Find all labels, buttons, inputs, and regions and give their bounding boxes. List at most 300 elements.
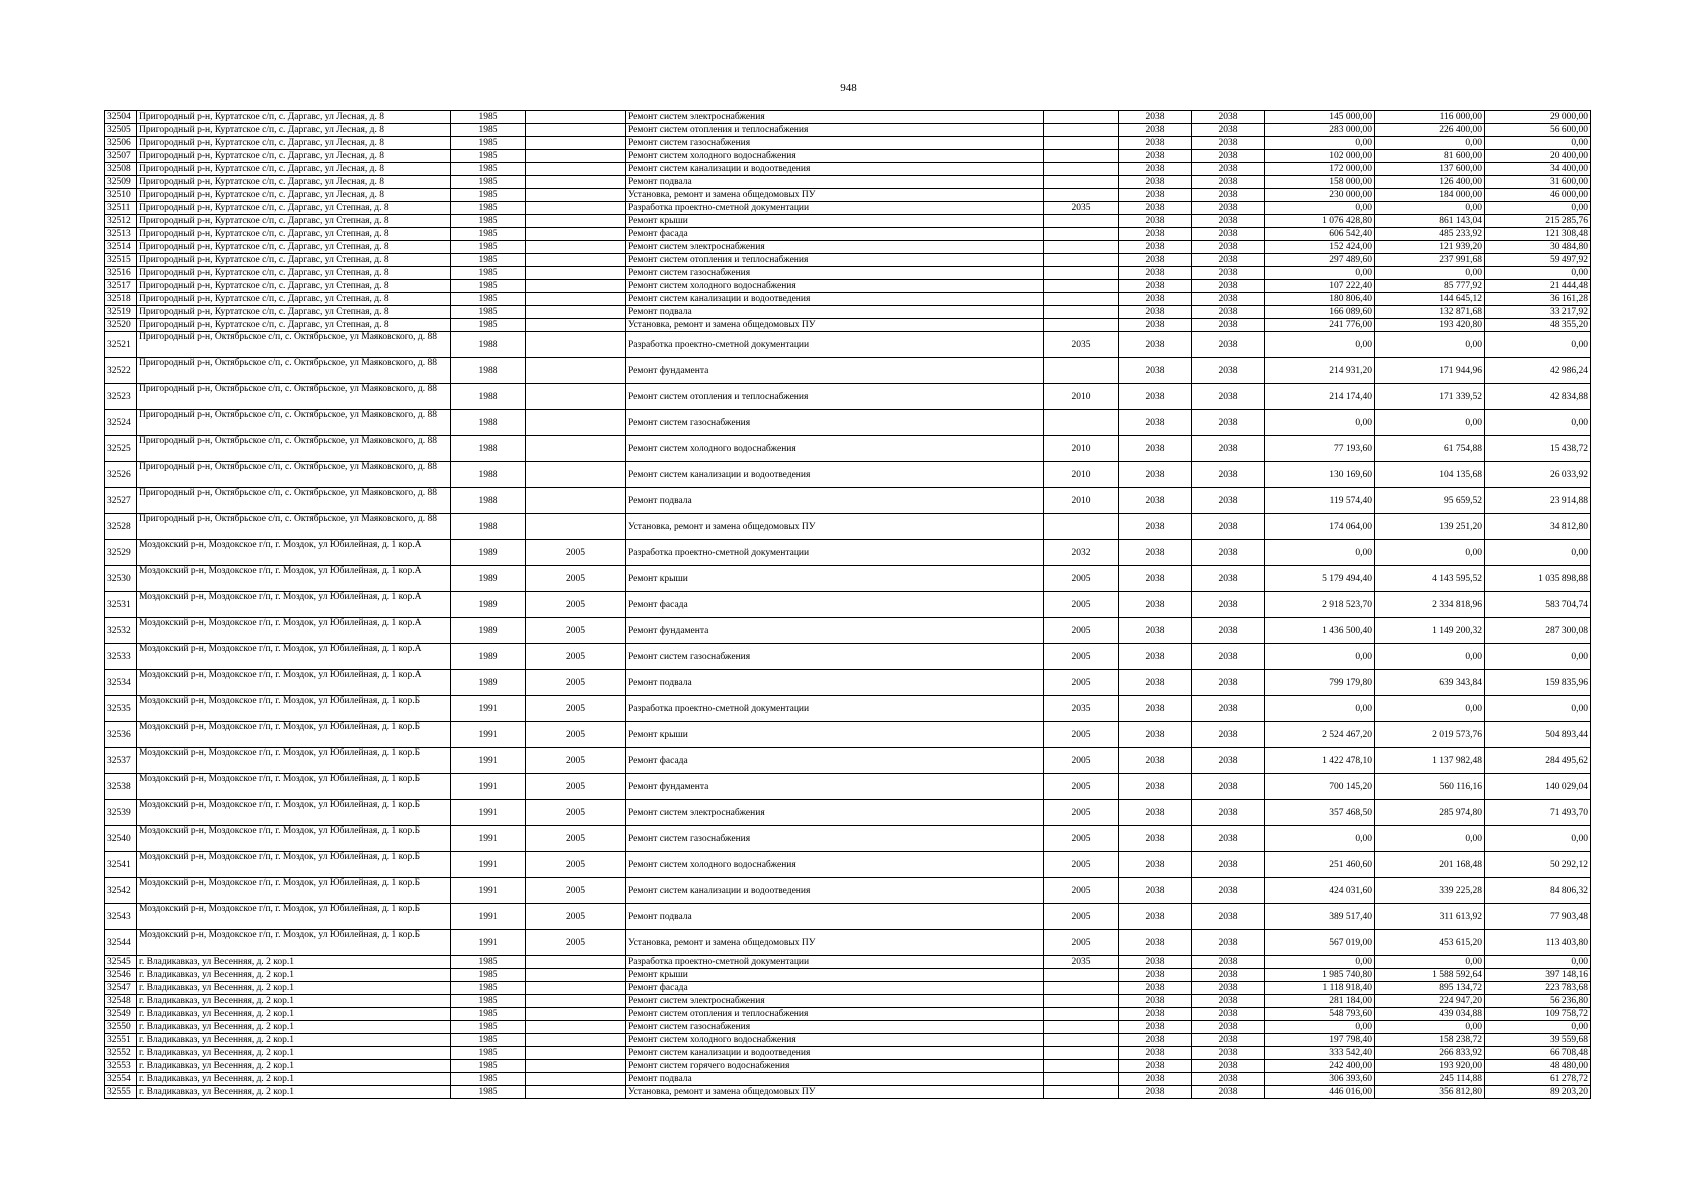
work-type-cell: Ремонт крыши: [626, 215, 1044, 228]
start-year-cell: 2038: [1119, 241, 1192, 254]
commission-year-cell: 1985: [451, 202, 526, 215]
start-year-cell: 2038: [1119, 748, 1192, 774]
end-year-cell: 2038: [1192, 436, 1265, 462]
last-repair-year-cell: [526, 358, 626, 384]
row-number: 32505: [105, 124, 137, 137]
row-number: 32532: [105, 618, 137, 644]
address-cell: г. Владикавказ, ул Весенняя, д. 2 кор.1: [137, 995, 451, 1008]
fund-cost-cell: 158 238,72: [1375, 1034, 1485, 1047]
address-cell: Пригородный р-н, Куртатское с/п, с. Даргавс, ул Степная, д. 8: [137, 202, 451, 215]
total-cost-cell: 102 000,00: [1265, 150, 1375, 163]
design-year-cell: [1044, 1073, 1119, 1086]
address-cell: Моздокский р-н, Моздокское г/п, г. Моздок, ул Юбилейная, д. 1 кор.А: [137, 670, 451, 696]
last-repair-year-cell: [526, 1008, 626, 1021]
row-number: 32522: [105, 358, 137, 384]
start-year-cell: 2038: [1119, 293, 1192, 306]
total-cost-cell: 1 985 740,80: [1265, 969, 1375, 982]
work-type-cell: Ремонт систем электроснабжения: [626, 995, 1044, 1008]
start-year-cell: 2038: [1119, 163, 1192, 176]
owners-cost-cell: 56 600,00: [1485, 124, 1591, 137]
work-type-cell: Ремонт систем электроснабжения: [626, 800, 1044, 826]
last-repair-year-cell: 2005: [526, 800, 626, 826]
row-number: 32524: [105, 410, 137, 436]
design-year-cell: 2005: [1044, 618, 1119, 644]
fund-cost-cell: 0,00: [1375, 202, 1485, 215]
work-type-cell: Ремонт систем газоснабжения: [626, 1021, 1044, 1034]
commission-year-cell: 1985: [451, 293, 526, 306]
owners-cost-cell: 397 148,16: [1485, 969, 1591, 982]
total-cost-cell: 230 000,00: [1265, 189, 1375, 202]
start-year-cell: 2038: [1119, 1060, 1192, 1073]
row-number: 32538: [105, 774, 137, 800]
work-type-cell: Ремонт систем отопления и теплоснабжения: [626, 124, 1044, 137]
start-year-cell: 2038: [1119, 319, 1192, 332]
owners-cost-cell: 0,00: [1485, 202, 1591, 215]
work-type-cell: Ремонт фундамента: [626, 358, 1044, 384]
last-repair-year-cell: [526, 1034, 626, 1047]
row-number: 32535: [105, 696, 137, 722]
design-year-cell: [1044, 150, 1119, 163]
address-cell: Моздокский р-н, Моздокское г/п, г. Моздок, ул Юбилейная, д. 1 кор.Б: [137, 878, 451, 904]
commission-year-cell: 1985: [451, 1021, 526, 1034]
start-year-cell: 2038: [1119, 280, 1192, 293]
start-year-cell: 2038: [1119, 566, 1192, 592]
owners-cost-cell: 15 438,72: [1485, 436, 1591, 462]
work-type-cell: Установка, ремонт и замена общедомовых ПУ: [626, 319, 1044, 332]
fund-cost-cell: 4 143 595,52: [1375, 566, 1485, 592]
end-year-cell: 2038: [1192, 1034, 1265, 1047]
total-cost-cell: 2 524 467,20: [1265, 722, 1375, 748]
last-repair-year-cell: [526, 436, 626, 462]
total-cost-cell: 214 174,40: [1265, 384, 1375, 410]
owners-cost-cell: 121 308,48: [1485, 228, 1591, 241]
row-number: 32508: [105, 163, 137, 176]
last-repair-year-cell: [526, 111, 626, 124]
end-year-cell: 2038: [1192, 618, 1265, 644]
total-cost-cell: 799 179,80: [1265, 670, 1375, 696]
commission-year-cell: 1985: [451, 1034, 526, 1047]
address-cell: Пригородный р-н, Октябрьское с/п, с. Октябрьское, ул Маяковского, д. 88: [137, 332, 451, 358]
end-year-cell: 2038: [1192, 722, 1265, 748]
end-year-cell: 2038: [1192, 384, 1265, 410]
total-cost-cell: 5 179 494,40: [1265, 566, 1375, 592]
work-type-cell: Установка, ремонт и замена общедомовых ПУ: [626, 930, 1044, 956]
start-year-cell: 2038: [1119, 514, 1192, 540]
work-type-cell: Ремонт крыши: [626, 722, 1044, 748]
work-type-cell: Разработка проектно-сметной документации: [626, 332, 1044, 358]
design-year-cell: 2010: [1044, 462, 1119, 488]
work-type-cell: Ремонт систем холодного водоснабжения: [626, 436, 1044, 462]
commission-year-cell: 1985: [451, 319, 526, 332]
work-type-cell: Ремонт фундамента: [626, 618, 1044, 644]
start-year-cell: 2038: [1119, 592, 1192, 618]
end-year-cell: 2038: [1192, 241, 1265, 254]
commission-year-cell: 1985: [451, 124, 526, 137]
start-year-cell: 2038: [1119, 215, 1192, 228]
address-cell: Пригородный р-н, Куртатское с/п, с. Даргавс, ул Степная, д. 8: [137, 280, 451, 293]
fund-cost-cell: 121 939,20: [1375, 241, 1485, 254]
row-number: 32553: [105, 1060, 137, 1073]
last-repair-year-cell: [526, 410, 626, 436]
owners-cost-cell: 46 000,00: [1485, 189, 1591, 202]
start-year-cell: 2038: [1119, 774, 1192, 800]
commission-year-cell: 1991: [451, 696, 526, 722]
last-repair-year-cell: [526, 176, 626, 189]
total-cost-cell: 333 542,40: [1265, 1047, 1375, 1060]
owners-cost-cell: 56 236,80: [1485, 995, 1591, 1008]
commission-year-cell: 1988: [451, 514, 526, 540]
total-cost-cell: 1 436 500,40: [1265, 618, 1375, 644]
commission-year-cell: 1991: [451, 852, 526, 878]
owners-cost-cell: 215 285,76: [1485, 215, 1591, 228]
table-row: [105, 436, 1591, 462]
total-cost-cell: 1 118 918,40: [1265, 982, 1375, 995]
row-number: 32517: [105, 280, 137, 293]
commission-year-cell: 1988: [451, 462, 526, 488]
address-cell: Моздокский р-н, Моздокское г/п, г. Моздок, ул Юбилейная, д. 1 кор.Б: [137, 826, 451, 852]
commission-year-cell: 1985: [451, 1086, 526, 1099]
table-row: [105, 592, 1591, 618]
owners-cost-cell: 504 893,44: [1485, 722, 1591, 748]
design-year-cell: [1044, 319, 1119, 332]
commission-year-cell: 1989: [451, 644, 526, 670]
last-repair-year-cell: 2005: [526, 826, 626, 852]
start-year-cell: 2038: [1119, 488, 1192, 514]
work-type-cell: Ремонт подвала: [626, 488, 1044, 514]
total-cost-cell: 0,00: [1265, 1021, 1375, 1034]
table-row: [105, 930, 1591, 956]
last-repair-year-cell: 2005: [526, 644, 626, 670]
row-number: 32528: [105, 514, 137, 540]
design-year-cell: [1044, 358, 1119, 384]
table-row: [105, 618, 1591, 644]
address-cell: Пригородный р-н, Куртатское с/п, с. Даргавс, ул Степная, д. 8: [137, 306, 451, 319]
start-year-cell: 2038: [1119, 722, 1192, 748]
total-cost-cell: 0,00: [1265, 696, 1375, 722]
last-repair-year-cell: [526, 202, 626, 215]
end-year-cell: 2038: [1192, 124, 1265, 137]
owners-cost-cell: 0,00: [1485, 410, 1591, 436]
row-number: 32519: [105, 306, 137, 319]
end-year-cell: 2038: [1192, 1047, 1265, 1060]
owners-cost-cell: 89 203,20: [1485, 1086, 1591, 1099]
fund-cost-cell: 193 420,80: [1375, 319, 1485, 332]
address-cell: Моздокский р-н, Моздокское г/п, г. Моздок, ул Юбилейная, д. 1 кор.А: [137, 644, 451, 670]
start-year-cell: 2038: [1119, 644, 1192, 670]
work-type-cell: Установка, ремонт и замена общедомовых ПУ: [626, 514, 1044, 540]
row-number: 32544: [105, 930, 137, 956]
last-repair-year-cell: [526, 319, 626, 332]
design-year-cell: [1044, 176, 1119, 189]
total-cost-cell: 567 019,00: [1265, 930, 1375, 956]
commission-year-cell: 1989: [451, 540, 526, 566]
fund-cost-cell: 895 134,72: [1375, 982, 1485, 995]
commission-year-cell: 1991: [451, 930, 526, 956]
address-cell: Пригородный р-н, Октябрьское с/п, с. Октябрьское, ул Маяковского, д. 88: [137, 462, 451, 488]
total-cost-cell: 700 145,20: [1265, 774, 1375, 800]
table-row: [105, 1047, 1591, 1060]
end-year-cell: 2038: [1192, 592, 1265, 618]
total-cost-cell: 77 193,60: [1265, 436, 1375, 462]
commission-year-cell: 1988: [451, 488, 526, 514]
table-body: [105, 111, 1591, 1099]
fund-cost-cell: 861 143,04: [1375, 215, 1485, 228]
owners-cost-cell: 0,00: [1485, 137, 1591, 150]
owners-cost-cell: 0,00: [1485, 332, 1591, 358]
total-cost-cell: 0,00: [1265, 267, 1375, 280]
design-year-cell: [1044, 137, 1119, 150]
total-cost-cell: 158 000,00: [1265, 176, 1375, 189]
table-row: [105, 826, 1591, 852]
end-year-cell: 2038: [1192, 254, 1265, 267]
row-number: 32511: [105, 202, 137, 215]
work-type-cell: Ремонт систем газоснабжения: [626, 267, 1044, 280]
start-year-cell: 2038: [1119, 904, 1192, 930]
commission-year-cell: 1985: [451, 137, 526, 150]
table-row: [105, 488, 1591, 514]
commission-year-cell: 1985: [451, 995, 526, 1008]
design-year-cell: 2005: [1044, 904, 1119, 930]
start-year-cell: 2038: [1119, 111, 1192, 124]
work-type-cell: Ремонт подвала: [626, 1073, 1044, 1086]
address-cell: г. Владикавказ, ул Весенняя, д. 2 кор.1: [137, 1047, 451, 1060]
design-year-cell: [1044, 241, 1119, 254]
address-cell: Моздокский р-н, Моздокское г/п, г. Моздок, ул Юбилейная, д. 1 кор.Б: [137, 800, 451, 826]
capital-repair-table: [104, 110, 1591, 1099]
end-year-cell: 2038: [1192, 904, 1265, 930]
address-cell: г. Владикавказ, ул Весенняя, д. 2 кор.1: [137, 956, 451, 969]
total-cost-cell: 283 000,00: [1265, 124, 1375, 137]
start-year-cell: 2038: [1119, 1021, 1192, 1034]
design-year-cell: [1044, 995, 1119, 1008]
start-year-cell: 2038: [1119, 956, 1192, 969]
commission-year-cell: 1989: [451, 670, 526, 696]
commission-year-cell: 1985: [451, 1060, 526, 1073]
table-row: [105, 514, 1591, 540]
row-number: 32523: [105, 384, 137, 410]
start-year-cell: 2038: [1119, 1034, 1192, 1047]
row-number: 32552: [105, 1047, 137, 1060]
total-cost-cell: 0,00: [1265, 540, 1375, 566]
start-year-cell: 2038: [1119, 202, 1192, 215]
start-year-cell: 2038: [1119, 124, 1192, 137]
last-repair-year-cell: 2005: [526, 618, 626, 644]
end-year-cell: 2038: [1192, 215, 1265, 228]
start-year-cell: 2038: [1119, 696, 1192, 722]
table-row: [105, 878, 1591, 904]
fund-cost-cell: 339 225,28: [1375, 878, 1485, 904]
design-year-cell: 2005: [1044, 800, 1119, 826]
work-type-cell: Ремонт систем канализации и водоотведения: [626, 293, 1044, 306]
row-number: 32509: [105, 176, 137, 189]
table-row: [105, 800, 1591, 826]
start-year-cell: 2038: [1119, 332, 1192, 358]
fund-cost-cell: 193 920,00: [1375, 1060, 1485, 1073]
work-type-cell: Ремонт крыши: [626, 566, 1044, 592]
end-year-cell: 2038: [1192, 319, 1265, 332]
table-row: [105, 540, 1591, 566]
start-year-cell: 2038: [1119, 410, 1192, 436]
design-year-cell: 2005: [1044, 566, 1119, 592]
address-cell: Пригородный р-н, Куртатское с/п, с. Даргавс, ул Степная, д. 8: [137, 241, 451, 254]
start-year-cell: 2038: [1119, 618, 1192, 644]
commission-year-cell: 1988: [451, 410, 526, 436]
address-cell: г. Владикавказ, ул Весенняя, д. 2 кор.1: [137, 1073, 451, 1086]
start-year-cell: 2038: [1119, 930, 1192, 956]
work-type-cell: Ремонт систем холодного водоснабжения: [626, 1034, 1044, 1047]
design-year-cell: [1044, 1008, 1119, 1021]
fund-cost-cell: 311 613,92: [1375, 904, 1485, 930]
total-cost-cell: 0,00: [1265, 826, 1375, 852]
last-repair-year-cell: [526, 189, 626, 202]
last-repair-year-cell: 2005: [526, 722, 626, 748]
row-number: 32526: [105, 462, 137, 488]
table-row: [105, 410, 1591, 436]
table-row: [105, 1086, 1591, 1099]
table-row: [105, 852, 1591, 878]
work-type-cell: Ремонт систем канализации и водоотведения: [626, 462, 1044, 488]
row-number: 32537: [105, 748, 137, 774]
start-year-cell: 2038: [1119, 176, 1192, 189]
total-cost-cell: 357 468,50: [1265, 800, 1375, 826]
table-row: [105, 150, 1591, 163]
end-year-cell: 2038: [1192, 644, 1265, 670]
fund-cost-cell: 137 600,00: [1375, 163, 1485, 176]
end-year-cell: 2038: [1192, 150, 1265, 163]
table-row: [105, 176, 1591, 189]
total-cost-cell: 145 000,00: [1265, 111, 1375, 124]
row-number: 32554: [105, 1073, 137, 1086]
work-type-cell: Ремонт систем горячего водоснабжения: [626, 1060, 1044, 1073]
commission-year-cell: 1991: [451, 904, 526, 930]
end-year-cell: 2038: [1192, 228, 1265, 241]
last-repair-year-cell: 2005: [526, 748, 626, 774]
row-number: 32520: [105, 319, 137, 332]
row-number: 32533: [105, 644, 137, 670]
row-number: 32534: [105, 670, 137, 696]
design-year-cell: 2005: [1044, 722, 1119, 748]
end-year-cell: 2038: [1192, 514, 1265, 540]
total-cost-cell: 2 918 523,70: [1265, 592, 1375, 618]
table-row: [105, 748, 1591, 774]
fund-cost-cell: 1 149 200,32: [1375, 618, 1485, 644]
commission-year-cell: 1985: [451, 163, 526, 176]
work-type-cell: Ремонт подвала: [626, 306, 1044, 319]
commission-year-cell: 1985: [451, 1008, 526, 1021]
end-year-cell: 2038: [1192, 111, 1265, 124]
start-year-cell: 2038: [1119, 384, 1192, 410]
fund-cost-cell: 95 659,52: [1375, 488, 1485, 514]
end-year-cell: 2038: [1192, 826, 1265, 852]
design-year-cell: 2005: [1044, 670, 1119, 696]
total-cost-cell: 0,00: [1265, 410, 1375, 436]
table-row: [105, 722, 1591, 748]
address-cell: Пригородный р-н, Куртатское с/п, с. Даргавс, ул Лесная, д. 8: [137, 163, 451, 176]
start-year-cell: 2038: [1119, 982, 1192, 995]
work-type-cell: Разработка проектно-сметной документации: [626, 956, 1044, 969]
last-repair-year-cell: [526, 280, 626, 293]
design-year-cell: [1044, 215, 1119, 228]
design-year-cell: [1044, 306, 1119, 319]
address-cell: Пригородный р-н, Куртатское с/п, с. Даргавс, ул Степная, д. 8: [137, 319, 451, 332]
design-year-cell: 2035: [1044, 332, 1119, 358]
address-cell: Пригородный р-н, Куртатское с/п, с. Даргавс, ул Степная, д. 8: [137, 254, 451, 267]
work-type-cell: Ремонт систем газоснабжения: [626, 644, 1044, 670]
total-cost-cell: 214 931,20: [1265, 358, 1375, 384]
fund-cost-cell: 0,00: [1375, 540, 1485, 566]
owners-cost-cell: 140 029,04: [1485, 774, 1591, 800]
table-row: [105, 774, 1591, 800]
row-number: 32551: [105, 1034, 137, 1047]
work-type-cell: Ремонт систем электроснабжения: [626, 241, 1044, 254]
owners-cost-cell: 159 835,96: [1485, 670, 1591, 696]
start-year-cell: 2038: [1119, 995, 1192, 1008]
design-year-cell: 2005: [1044, 774, 1119, 800]
end-year-cell: 2038: [1192, 189, 1265, 202]
commission-year-cell: 1989: [451, 566, 526, 592]
last-repair-year-cell: [526, 215, 626, 228]
total-cost-cell: 281 184,00: [1265, 995, 1375, 1008]
owners-cost-cell: 61 278,72: [1485, 1073, 1591, 1086]
owners-cost-cell: 77 903,48: [1485, 904, 1591, 930]
end-year-cell: 2038: [1192, 540, 1265, 566]
address-cell: Пригородный р-н, Октябрьское с/п, с. Октябрьское, ул Маяковского, д. 88: [137, 436, 451, 462]
start-year-cell: 2038: [1119, 254, 1192, 267]
total-cost-cell: 0,00: [1265, 202, 1375, 215]
design-year-cell: 2005: [1044, 748, 1119, 774]
table-row: [105, 202, 1591, 215]
table-row: [105, 566, 1591, 592]
row-number: 32547: [105, 982, 137, 995]
address-cell: Моздокский р-н, Моздокское г/п, г. Моздок, ул Юбилейная, д. 1 кор.Б: [137, 930, 451, 956]
commission-year-cell: 1985: [451, 1073, 526, 1086]
start-year-cell: 2038: [1119, 1086, 1192, 1099]
commission-year-cell: 1988: [451, 384, 526, 410]
fund-cost-cell: 237 991,68: [1375, 254, 1485, 267]
row-number: 32506: [105, 137, 137, 150]
work-type-cell: Ремонт фасада: [626, 748, 1044, 774]
owners-cost-cell: 1 035 898,88: [1485, 566, 1591, 592]
fund-cost-cell: 132 871,68: [1375, 306, 1485, 319]
commission-year-cell: 1989: [451, 592, 526, 618]
last-repair-year-cell: [526, 228, 626, 241]
design-year-cell: [1044, 1086, 1119, 1099]
address-cell: Пригородный р-н, Куртатское с/п, с. Даргавс, ул Степная, д. 8: [137, 215, 451, 228]
owners-cost-cell: 26 033,92: [1485, 462, 1591, 488]
start-year-cell: 2038: [1119, 969, 1192, 982]
owners-cost-cell: 66 708,48: [1485, 1047, 1591, 1060]
last-repair-year-cell: [526, 384, 626, 410]
table-row: [105, 306, 1591, 319]
owners-cost-cell: 223 783,68: [1485, 982, 1591, 995]
last-repair-year-cell: 2005: [526, 540, 626, 566]
owners-cost-cell: 0,00: [1485, 644, 1591, 670]
table-row: [105, 1008, 1591, 1021]
row-number: 32539: [105, 800, 137, 826]
address-cell: Пригородный р-н, Куртатское с/п, с. Даргавс, ул Степная, д. 8: [137, 293, 451, 306]
design-year-cell: [1044, 410, 1119, 436]
row-number: 32507: [105, 150, 137, 163]
fund-cost-cell: 61 754,88: [1375, 436, 1485, 462]
owners-cost-cell: 48 480,00: [1485, 1060, 1591, 1073]
row-number: 32536: [105, 722, 137, 748]
table-row: [105, 995, 1591, 1008]
row-number: 32521: [105, 332, 137, 358]
total-cost-cell: 251 460,60: [1265, 852, 1375, 878]
design-year-cell: 2005: [1044, 592, 1119, 618]
commission-year-cell: 1991: [451, 878, 526, 904]
end-year-cell: 2038: [1192, 358, 1265, 384]
